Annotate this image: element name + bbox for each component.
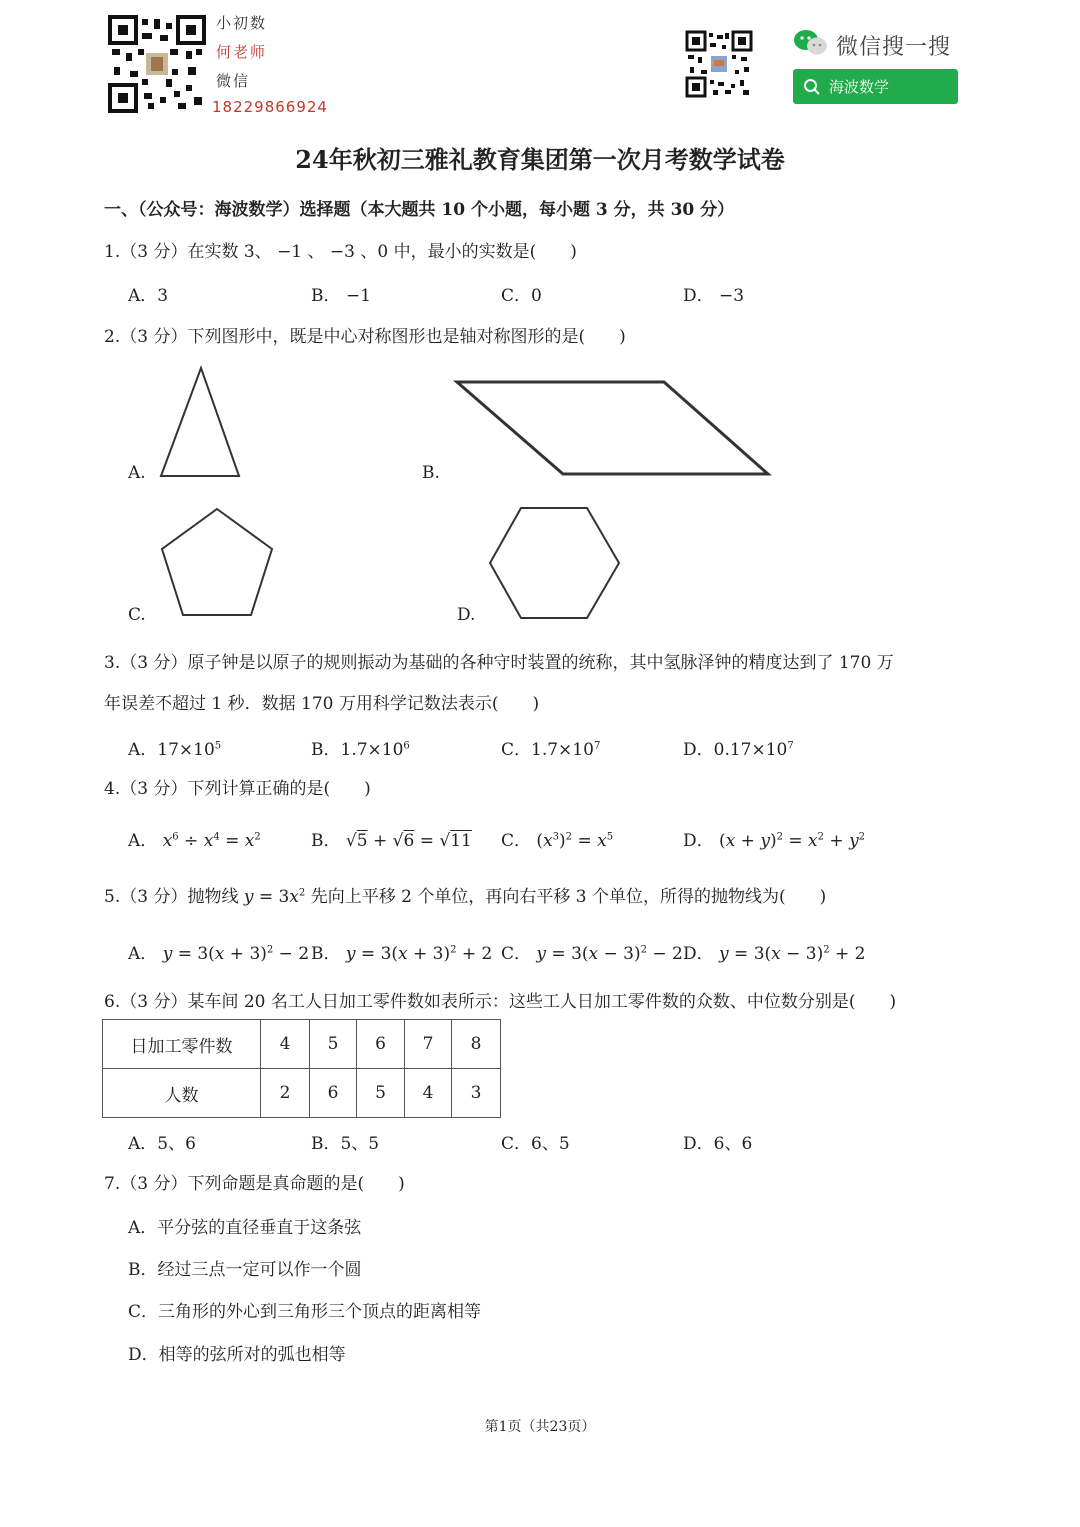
triangle-figure [155, 362, 247, 484]
q4-stem: 4.（3 分）下列计算正确的是( ) [104, 779, 371, 799]
handwritten-line-3: 微信 [216, 72, 251, 90]
q4-option-b: B． √5 + √6 = √11 [311, 831, 472, 851]
q4-option-c: C． $(x^3)^2 = x^5$ [501, 831, 614, 851]
table-cell: 7 [405, 1020, 452, 1069]
q6-stem: 6.（3 分）某车间 20 名工人日加工零件数如表所示：这些工人日加工零件数的众数、中位数分别是( ) [104, 992, 897, 1012]
page-number: 第1页（共23页） [484, 1419, 596, 1435]
q5-option-c: C． $y = 3(x - 3)^2 - 2$ [501, 944, 683, 964]
qr-code-right [685, 30, 753, 98]
q5-option-d: D． $y = 3(x - 3)^2 + 2$ [683, 944, 866, 964]
search-button-label: 海波数学 [829, 78, 890, 96]
q2-label-b: B. [422, 463, 440, 483]
table-cell: 5 [357, 1069, 405, 1118]
q7-option-b: B．经过三点一定可以作一个圆 [128, 1260, 362, 1280]
parallelogram-figure [452, 376, 774, 482]
q6-option-d: D．6、6 [683, 1134, 753, 1154]
table-cell: 5 [310, 1020, 357, 1069]
q6-option-c: C．6、5 [501, 1134, 570, 1154]
q2-stem: 2.（3 分）下列图形中，既是中心对称图形也是轴对称图形的是( ) [104, 327, 626, 347]
q1-stem: 1.（3 分）在实数 3、 −1 、 −3 、0 中，最小的实数是( ) [104, 242, 577, 262]
q3-stem-line1: 3.（3 分）原子钟是以原子的规则振动为基础的各种守时装置的统称，其中氢脉泽钟的精度达到了 170 万 [104, 653, 894, 673]
q3-option-b: B．$1.7\times 10^6$ [311, 740, 410, 760]
table-cell: 4 [405, 1069, 452, 1118]
q1-option-d: D． −3 [683, 286, 745, 306]
q3-option-c: C．$1.7\times 10^7$ [501, 740, 601, 760]
handwritten-phone: 18229866924 [212, 98, 328, 116]
q1-option-c: C．0 [501, 286, 542, 306]
q2-label-a: A. [128, 463, 146, 483]
q1-option-b: B． −1 [311, 286, 371, 306]
handwritten-line-2: 何老师 [216, 43, 268, 61]
q6-option-a: A．5、6 [128, 1134, 196, 1154]
q4-option-d: D． $(x + y)^2 = x^2 + y^2$ [683, 831, 866, 851]
q5-option-a: A． $y = 3(x + 3)^2 - 2$ [128, 944, 310, 964]
table-header-cell: 日加工零件数 [103, 1020, 261, 1069]
qr-code-left [108, 15, 206, 113]
q6-option-b: B．5、5 [311, 1134, 380, 1154]
q2-label-d: D. [457, 605, 476, 625]
table-cell: 6 [310, 1069, 357, 1118]
q4-option-a: A． $x^6 \div x^4 = x^2$ [128, 831, 261, 851]
q2-label-c: C. [128, 605, 146, 625]
section-heading: 一、（公众号：海波数学）选择题（本大题共 10 个小题，每小题 3 分，共 30 分） [104, 200, 735, 220]
search-icon [803, 78, 821, 96]
page-title: 24年秋初三雅礼教育集团第一次月考数学试卷 [295, 145, 785, 174]
table-cell: 6 [357, 1020, 405, 1069]
table-row [103, 1069, 501, 1118]
q3-stem-line2: 年误差不超过 1 秒．数据 170 万用科学记数法表示( ) [104, 694, 540, 714]
q3-option-d: D．$0.17\times 10^7$ [683, 740, 794, 760]
q6-table [102, 1019, 501, 1118]
q7-option-a: A．平分弦的直径垂直于这条弦 [128, 1218, 362, 1238]
q7-option-d: D．相等的弦所对的弧也相等 [128, 1345, 346, 1365]
q5-stem: 5.（3 分）抛物线 $y = 3x^2$ 先向上平移 2 个单位，再向右平移 3 个单位，所得的抛物线为( ) [104, 887, 827, 907]
wechat-search-label: 微信搜一搜 [836, 35, 952, 60]
table-cell: 8 [452, 1020, 501, 1069]
table-cell: 4 [261, 1020, 310, 1069]
wechat-search-button[interactable] [793, 69, 958, 104]
table-header-cell: 人数 [103, 1069, 261, 1118]
pentagon-figure [155, 503, 279, 623]
table-cell: 3 [452, 1069, 501, 1118]
q1-option-a: A．3 [128, 286, 169, 306]
q7-stem: 7.（3 分）下列命题是真命题的是( ) [104, 1174, 405, 1194]
q7-option-c: C．三角形的外心到三角形三个顶点的距离相等 [128, 1302, 482, 1322]
hexagon-figure [486, 503, 624, 623]
table-row [103, 1020, 501, 1069]
handwritten-line-1: 小初数 [216, 14, 268, 32]
table-cell: 2 [261, 1069, 310, 1118]
q5-option-b: B． $y = 3(x + 3)^2 + 2$ [311, 944, 493, 964]
q3-option-a: A．$17\times 10^5$ [128, 740, 222, 760]
wechat-logo-icon [793, 28, 829, 58]
